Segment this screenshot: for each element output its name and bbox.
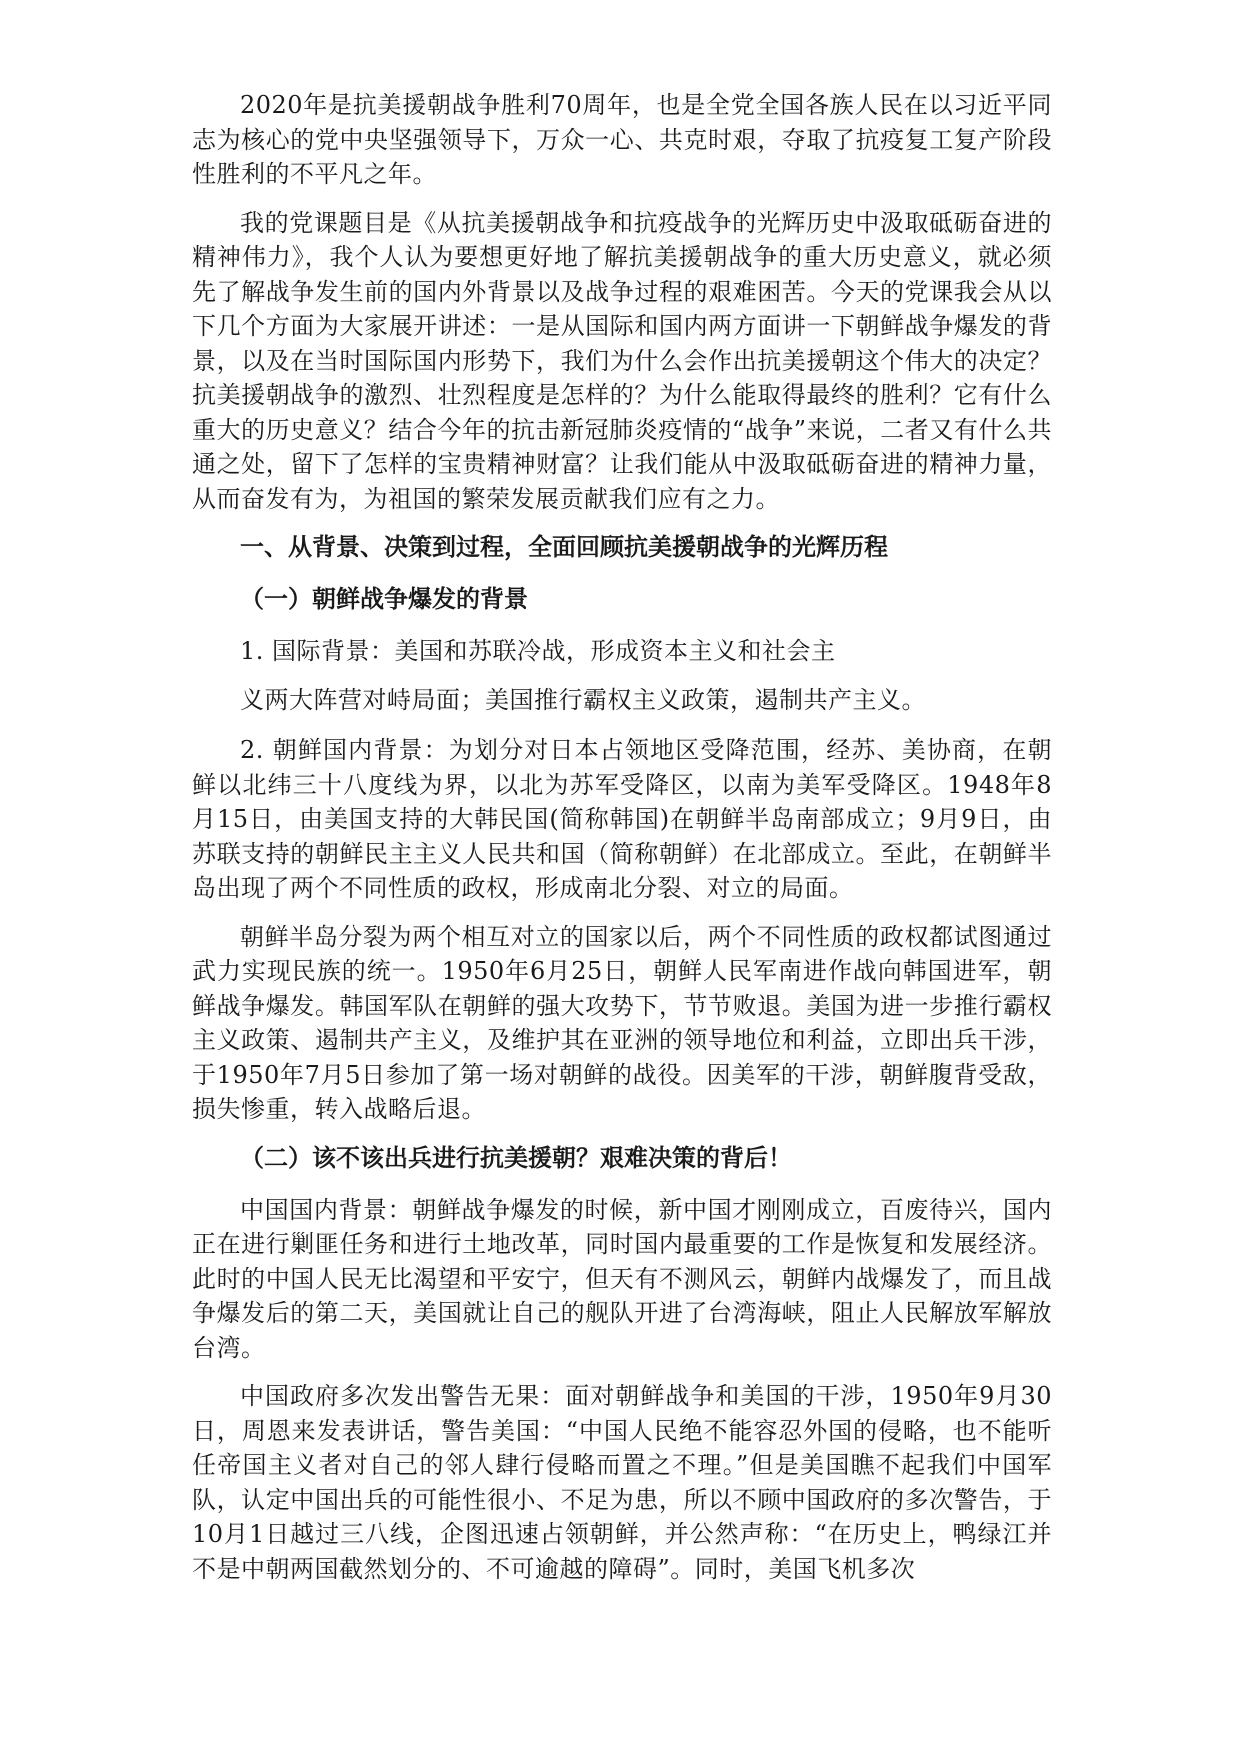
paragraph-korean-war: 朝鲜半岛分裂为两个相互对立的国家以后，两个不同性质的政权都试图通过武力实现民族的统一。1950年6月25日，朝鲜人民军南进作战向韩国进军，朝鲜战争爆发。韩国军队在朝鲜的强大攻势下，节节败退。美国为进一步推行霸权主义政策、遏制共产主义，及维护其在亚洲的领导地位和利益，立即出兵干涉，于1950年7月5日参加了第一场对朝鲜的战役。因美军的干涉，朝鲜腹背受敌，损失惨重，转入战略后退。 [192, 922, 1052, 1123]
subsection-heading-decision: （二）该不该出兵进行抗美援朝？艰难决策的背后！ [240, 1143, 792, 1172]
subsection-heading-background: （一）朝鲜战争爆发的背景 [240, 585, 528, 613]
paragraph-china-background: 中国国内背景：朝鲜战争爆发的时候，新中国才刚刚成立，百废待兴，国内正在进行剿匪任务和进行土地改革，同时国内最重要的工作是恢复和发展经济。此时的中国人民无比渴望和平安宁，但天有不测风云，朝鲜内战爆发了，而且战争爆发后的第二天，美国就让自己的舰队开进了台湾海峡，阻止人民解放军解放台湾。 [192, 1195, 1052, 1362]
paragraph-intro: 2020年是抗美援朝战争胜利70周年，也是全党全国各族人民在以习近平同志为核心的党中央坚强领导下，万众一心、共克时艰，夺取了抗疫复工复产阶段性胜利的不平凡之年。 [192, 91, 1052, 188]
item-international-background-cont: 义两大阵营对峙局面；美国推行霸权主义政策，遏制共产主义。 [240, 685, 926, 714]
document-page [192, 88, 1052, 1600]
paragraph-warnings: 中国政府多次发出警告无果：面对朝鲜战争和美国的干涉，1950年9月30日，周恩来发表讲话，警告美国：“中国人民绝不能容忍外国的侵略，也不能听任帝国主义者对自己的邻人肆行侵略而置之不理。”但是美国瞧不起我们中国军队，认定中国出兵的可能性很小、不足为患，所以不顾中国政府的多次警告，于10月1日越过三八线，企图迅速占领朝鲜，并公然声称：“在历史上，鸭绿江并不是中朝两国截然划分的、不可逾越的障碍”。同时，美国飞机多次 [192, 1382, 1052, 1583]
item-international-background: 1. 国际背景：美国和苏联冷战，形成资本主义和社会主 [240, 637, 836, 665]
item-korea-background: 2. 朝鲜国内背景：为划分对日本占领地区受降范围，经苏、美协商，在朝鲜以北纬三十八度线为界，以北为苏军受降区，以南为美军受降区。1948年8月15日，由美国支持的大韩民国(简称韩国)在朝鲜半岛南部成立；9月9日，由苏联支持的朝鲜民主主义人民共和国（简称朝鲜）在北部成立。至此，在朝鲜半岛出现了两个不同性质的政权，形成南北分裂、对立的局面。 [192, 736, 1052, 902]
paragraph-topic: 我的党课题目是《从抗美援朝战争和抗疫战争的光辉历史中汲取砥砺奋进的精神伟力》，我个人认为要想更好地了解抗美援朝战争的重大历史意义，就必须先了解战争发生前的国内外背景以及战争过程的艰难困苦。今天的党课我会从以下几个方面为大家展开讲述：一是从国际和国内两方面讲一下朝鲜战争爆发的背景，以及在当时国际国内形势下，我们为什么会作出抗美援朝这个伟大的决定？抗美援朝战争的激烈、壮烈程度是怎样的？为什么能取得最终的胜利？它有什么重大的历史意义？结合今年的抗击新冠肺炎疫情的“战争”来说，二者又有什么共通之处，留下了怎样的宝贵精神财富？让我们能从中汲取砥砺奋进的精神力量，从而奋发有为，为祖国的繁荣发展贡献我们应有之力。 [192, 208, 1052, 513]
section-heading: 一、从背景、决策到过程，全面回顾抗美援朝战争的光辉历程 [240, 533, 888, 561]
